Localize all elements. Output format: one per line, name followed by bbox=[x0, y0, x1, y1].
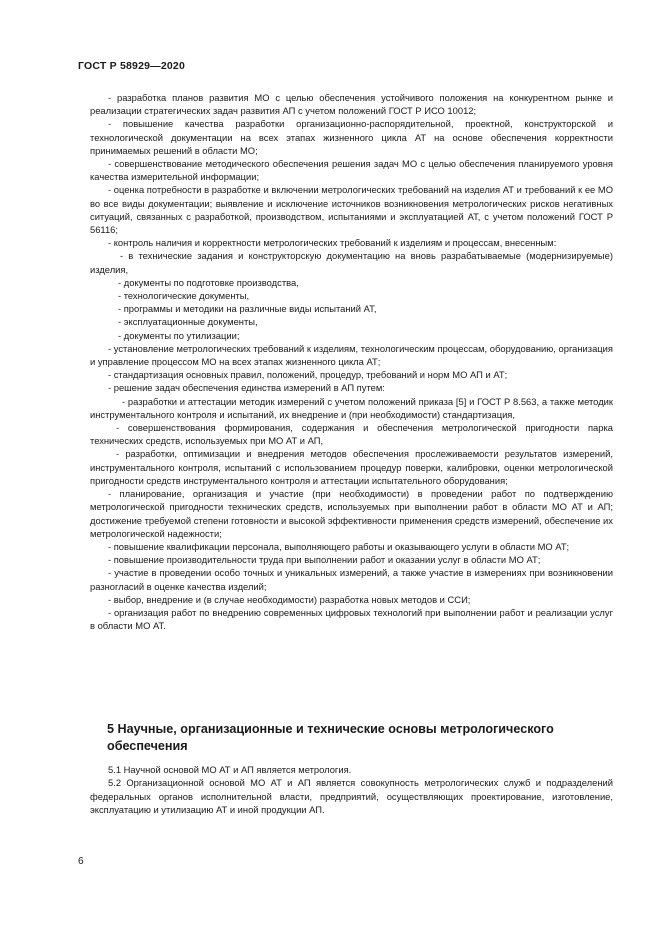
section-heading: 5 Научные, организационные и технические основы метрологического обеспечения bbox=[107, 722, 554, 753]
list-subitem: - технологические документы, bbox=[118, 290, 250, 302]
list-subitem: - программы и методики на различные виды испытаний АТ, bbox=[118, 303, 377, 315]
list-item: - контроль наличия и корректности метрологических требований к изделиям и процессам, внесенным: bbox=[108, 237, 557, 249]
section-paragraph: 5.1 Научной основой МО АТ и АП является метрология. bbox=[108, 764, 352, 775]
list-subitem: - разработки, оптимизации и внедрения методов обеспечения прослеживаемости результатов измерений, инструментального контроля, испытаний с использованием процедур поверки, калибровки, оценки метрологической пригодности средств инструментального контроля и аттестации испытательного оборудования; bbox=[90, 448, 613, 486]
list-subitem: - документы по подготовке производства, bbox=[118, 276, 299, 288]
list-item: - повышение производительности труда при выполнении работ и оказании услуг в области МО АТ; bbox=[108, 554, 541, 566]
list-item: - стандартизация основных правил, положений, процедур, требований и норм МО АП и АТ; bbox=[108, 369, 508, 381]
list-subitem: - совершенствования формирования, содержания и обеспечения метрологической пригодности парка технических средств, используемых при МО АТ и АП, bbox=[90, 422, 613, 447]
list-item: - совершенствование методического обеспечения решения задач МО с целью обеспечения планируемого уровня качества измерительной информации; bbox=[90, 158, 613, 183]
list-item: - разработка планов развития МО с целью обеспечения устойчивого положения на конкурентном рынке и реализации стратегических задач развития АП с учетом положений ГОСТ Р ИСО 10012; bbox=[90, 92, 613, 117]
list-item: - повышение качества разработки организационно-распорядительной, проектной, конструкторской и технологической документации на всех этапах жизненного цикла АТ на основе обеспечения корректности принимаемых решений в области МО; bbox=[90, 118, 613, 156]
document-header: ГОСТ Р 58929—2020 bbox=[78, 60, 186, 72]
list-item: - выбор, внедрение и (в случае необходимости) разработка новых методов и ССИ; bbox=[108, 593, 471, 605]
requirements-list bbox=[90, 91, 613, 632]
list-item: - организация работ по внедрению современных цифровых технологий при выполнении работ и реализации услуг в области МО АТ. bbox=[90, 606, 613, 632]
list-item: - участие в проведении особо точных и уникальных измерений, а также участие в измерениях при возникновении разногласий в оценке качества изделий; bbox=[90, 567, 613, 592]
list-item: - установление метрологических требований к изделиям, технологическим процессам, оборудованию, организация и управление процессом МО на всех этапах жизненного цикла АТ; bbox=[90, 342, 613, 368]
list-item: - повышение квалификации персонала, выполняющего работы и оказывающего услуги в области МО АТ; bbox=[108, 540, 570, 552]
list-subitem: - разработки и аттестации методик измерений с учетом положений приказа [5] и ГОСТ Р 8.563, а также методик инструментального контроля и испытаний, их внедрение и (при необходимости) стандартизация, bbox=[90, 395, 613, 420]
list-subitem: - эксплуатационные документы, bbox=[118, 316, 258, 328]
section-paragraph: 5.2 Организационной основой МО АТ и АП является совокупность метрологических служб и подразделений федеральных органов исполнительной власти, предприятий, осуществляющих проектирование, изготовление, эксплуатацию и утилизацию АТ и иной продукции АП. bbox=[90, 777, 613, 816]
list-subitem: - в технические задания и конструкторскую документацию на вновь разрабатываемые (модернизируемые) изделия, bbox=[90, 250, 613, 275]
section-body bbox=[90, 763, 613, 817]
list-item: - решение задач обеспечения единства измерений в АП путем: bbox=[108, 382, 385, 394]
list-item: - планирование, организация и участие (при необходимости) в проведении работ по подтверждению метрологической пригодности технических средств, используемых при выполнении работ в области МО АТ и АП; достижение требуемой степени готовности и высокой эффективности применения средств измерений, обеспечение их метрологической надежности; bbox=[90, 488, 613, 539]
list-subitem: - документы по утилизации; bbox=[118, 329, 240, 341]
page-number: 6 bbox=[78, 856, 84, 867]
list-item: - оценка потребности в разработке и включении метрологических требований на изделия АТ и требований к ее МО во все виды документации; выявление и исключение источников возникновения метрологических рисков негативных ситуаций, связанных с разработкой, производством, испытаниями и эксплуатацией АТ, с учетом положений ГОСТ Р 56116; bbox=[90, 184, 613, 236]
